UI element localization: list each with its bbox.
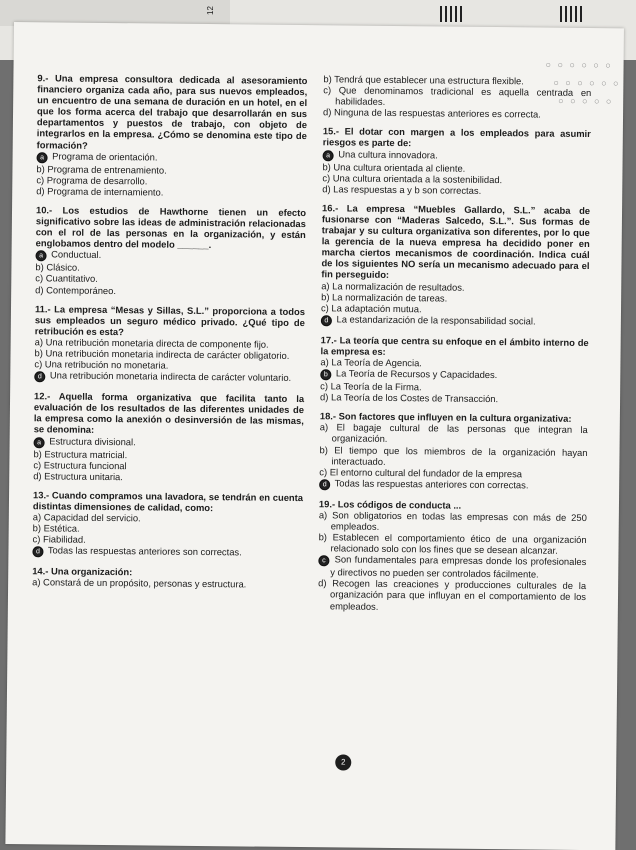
option-letter: c) [320, 380, 329, 392]
left-column [32, 72, 307, 590]
option-text: La adaptación mutua. [331, 302, 422, 314]
option-text: Una retribución monetaria indirecta de carácter voluntario. [49, 369, 292, 384]
option-text: Estructura unitaria. [44, 470, 123, 482]
option-text: Todas las respuestas anteriores son correctas. [47, 544, 242, 558]
exam-page [5, 22, 624, 850]
option-text: Cuantitativo. [45, 272, 98, 285]
option-letter: d) [320, 391, 329, 403]
option-text: Programa de entrenamiento. [47, 163, 167, 176]
question-text: 13.- Cuando compramos una lavadora, se tendrán en cuenta distintas dimensiones de calidad, como: [32, 489, 304, 514]
option-text: El entorno cultural del fundador de la empresa [329, 466, 523, 480]
option-text: Estructura matricial. [44, 447, 128, 460]
option-text: Fiabilidad. [42, 533, 86, 545]
option-letter: a) [319, 421, 329, 433]
option-text: La Teoría de Agencia. [331, 356, 422, 369]
option-text: Una cultura orientada al cliente. [333, 160, 466, 174]
option-letter: c) [320, 301, 329, 313]
answer-grid-marks-3: ○ ○ ○ ○ ○ [558, 95, 614, 107]
selected-answer-mark: d [32, 547, 43, 558]
option-text: El bagaje cultural de las personas que integran la organización. [331, 421, 588, 445]
question-text: 9.- Una empresa consultora dedicada al asesoramiento financiero organiza cada año, para sus nuevos empleados, un encuentro de una semana de duración en un hotel, en el que los forma acerca del trabajo que desarrollarán en sus departamentos y puestos de trabajo, con objeto de integrarlos en la empresa. ¿Cómo se denomina este tipo de formación? [36, 72, 308, 151]
selected-answer-mark: d [321, 315, 332, 326]
underlying-page-tag: 12 [205, 6, 215, 15]
answer-option [33, 470, 303, 484]
question-text: 18.- Son factores que influyen en la cultura organizativa: [319, 410, 572, 425]
right-column [318, 73, 592, 613]
option-letter: c) [34, 358, 43, 370]
option-text: La Teoría de la Firma. [330, 380, 422, 393]
option-text: La normalización de tareas. [332, 290, 448, 304]
option-text: El tiempo que los miembros de la organización hayan interactuado. [331, 443, 588, 467]
answer-option [32, 545, 302, 561]
timing-marks-left [440, 6, 465, 22]
option-text: La normalización de resultados. [332, 279, 465, 293]
selected-answer-mark: a [35, 251, 46, 262]
option-letter: c) [323, 84, 332, 96]
selected-answer-mark: a [34, 437, 45, 448]
option-text: Estética. [43, 522, 80, 534]
option-text: Programa de orientación. [52, 150, 158, 163]
option-letter: c) [32, 533, 41, 545]
option-letter: a) [318, 509, 328, 521]
option-letter: b) [322, 160, 331, 172]
option-letter: c) [35, 272, 44, 284]
answer-option [321, 313, 589, 329]
answer-option [34, 369, 304, 385]
page-number: 2 [335, 754, 351, 770]
option-text: Tendrá que establecer una estructura flexible. [334, 73, 524, 87]
option-text: Constará de un propósito, personas y estructura. [43, 576, 247, 590]
answer-option [322, 183, 590, 197]
option-letter: d) [323, 106, 332, 118]
option-letter: b) [323, 73, 332, 85]
option-text: Capacidad del servicio. [43, 511, 141, 524]
option-letter: b) [318, 531, 328, 543]
answer-option [320, 391, 588, 405]
answer-option [35, 284, 305, 298]
question-text: 14.- Una organización: [32, 565, 133, 578]
selected-answer-mark: a [323, 150, 334, 161]
option-text: Las respuestas a y b son correctas. [333, 183, 482, 196]
question-text: 12.- Aquella forma organizativa que facilita tanto la evaluación de los resultados de las diferentes unidades de la empresa como la anexión o desinversión de las mismas, se denomina: [33, 390, 305, 436]
answer-option [320, 422, 588, 447]
option-text: La estandarización de la responsabilidad social. [336, 313, 536, 327]
option-text: Estructura funcional [43, 458, 127, 471]
option-text: Establecen el comportamiento ético de una organización relacionado solo con los fines que se desean alcanzar. [330, 531, 587, 556]
option-letter: c) [322, 171, 331, 183]
option-letter: d) [322, 182, 331, 195]
answer-option [323, 84, 591, 109]
option-letter: b) [321, 290, 330, 302]
answer-option [32, 577, 302, 591]
option-text: Son obligatorios en todas las empresas con más de 250 empleados. [330, 509, 587, 532]
option-text: Una retribución monetaria indirecta de carácter obligatorio. [45, 347, 290, 361]
option-text: Una retribución no monetaria. [44, 358, 169, 371]
option-letter: a) [320, 356, 329, 368]
question-text: 11.- La empresa “Mesas y Sillas, S.L.” proporciona a todos sus empleados un seguro médico privado. ¿Qué tipo de retribución es esta? [34, 302, 306, 337]
selected-answer-mark: d [319, 479, 330, 490]
question-text: 16.- La empresa “Muebles Gallardo, S.L.” acaba de fusionarse con “Maderas Salcedo, S.L.”. Sus formas de trabajar y su cultura organizativa son diferentes, por lo que la gerencia de la nueva empresa ha decidido poner en marcha ciertos mecanismos de coordinación. Indica cuál de los siguientes NO sería un mecanismo adecuado para el fin perseguido: [321, 202, 591, 281]
option-text: Clásico. [46, 261, 80, 274]
option-text: Estructura divisional. [49, 434, 136, 447]
option-text: Programa de desarrollo. [46, 174, 148, 187]
selected-answer-mark: a [37, 152, 48, 163]
option-text: Una retribución monetaria directa de componente fijo. [45, 336, 269, 350]
answer-option [318, 531, 586, 556]
option-letter: c) [36, 173, 45, 186]
option-letter: a) [321, 279, 330, 291]
answer-grid-marks: ○ ○ ○ ○ ○ ○ [545, 59, 613, 71]
question-text: 10.- Los estudios de Hawthorne tienen un efecto significativo sobre las ideas de administración relacionadas con el rol de las personas en la organización, y están englobamos dentro del modelo ______. [35, 204, 307, 251]
option-text: Programa de internamiento. [47, 185, 164, 198]
option-text: Una cultura innovadora. [338, 147, 438, 161]
answer-grid-marks-2: ○ ○ ○ ○ ○ ○ [553, 77, 621, 89]
option-letter: d) [36, 185, 45, 197]
answer-option [318, 578, 586, 614]
answer-option [319, 477, 587, 493]
option-letter: b) [32, 522, 42, 534]
option-letter: a) [34, 336, 44, 348]
option-letter: b) [319, 443, 328, 455]
question-text: 17.- La teoría que centra su enfoque en el ámbito interno de la empresa es: [320, 334, 589, 357]
question-text: 19.- Los códigos de conducta ... [318, 498, 462, 511]
option-letter: d) [33, 469, 42, 482]
option-text: Contemporáneo. [46, 283, 117, 296]
option-letter: d) [35, 283, 44, 295]
option-text: Recogen las creaciones y producciones culturales de la organización para que influyan en el comportamiento de los empleados. [329, 577, 587, 612]
option-text: Conductual. [51, 248, 102, 261]
selected-answer-mark: b [320, 369, 331, 380]
answer-option [318, 553, 586, 580]
option-text: Ninguna de las respuestas anteriores es correcta. [333, 106, 541, 120]
option-letter: b) [33, 447, 42, 459]
option-text: La Teoría de Recursos y Capacidades. [335, 367, 498, 381]
selected-answer-mark: c [318, 555, 329, 566]
answer-option [319, 444, 587, 469]
option-text: Todas las respuestas anteriores con correctas. [334, 477, 529, 491]
option-text: Son fundamentales para empresas donde los profesionales y directivos no pueden ser controlados fácilmente. [330, 553, 587, 580]
timing-marks-right [560, 6, 585, 22]
option-letter: d) [318, 577, 327, 589]
answer-option [319, 509, 587, 534]
option-letter: c) [33, 458, 42, 470]
option-letter: b) [36, 162, 45, 174]
option-letter: a) [32, 511, 42, 523]
option-letter: a) [32, 576, 41, 588]
answer-option [36, 185, 306, 199]
answer-option [323, 107, 591, 121]
option-text: La Teoría de los Costes de Transacción. [330, 391, 499, 405]
option-letter: c) [319, 465, 328, 478]
option-text: Que denominamos tradicional es aquella centrada en habilidades. [335, 84, 592, 108]
option-text: Una cultura orientada a la sostenibilidad. [332, 172, 503, 185]
question-text: 15.- El dotar con margen a los empleados para asumir riesgos es parte de: [322, 125, 591, 149]
option-letter: b) [35, 261, 44, 273]
option-letter: b) [34, 347, 43, 359]
selected-answer-mark: d [34, 371, 45, 382]
